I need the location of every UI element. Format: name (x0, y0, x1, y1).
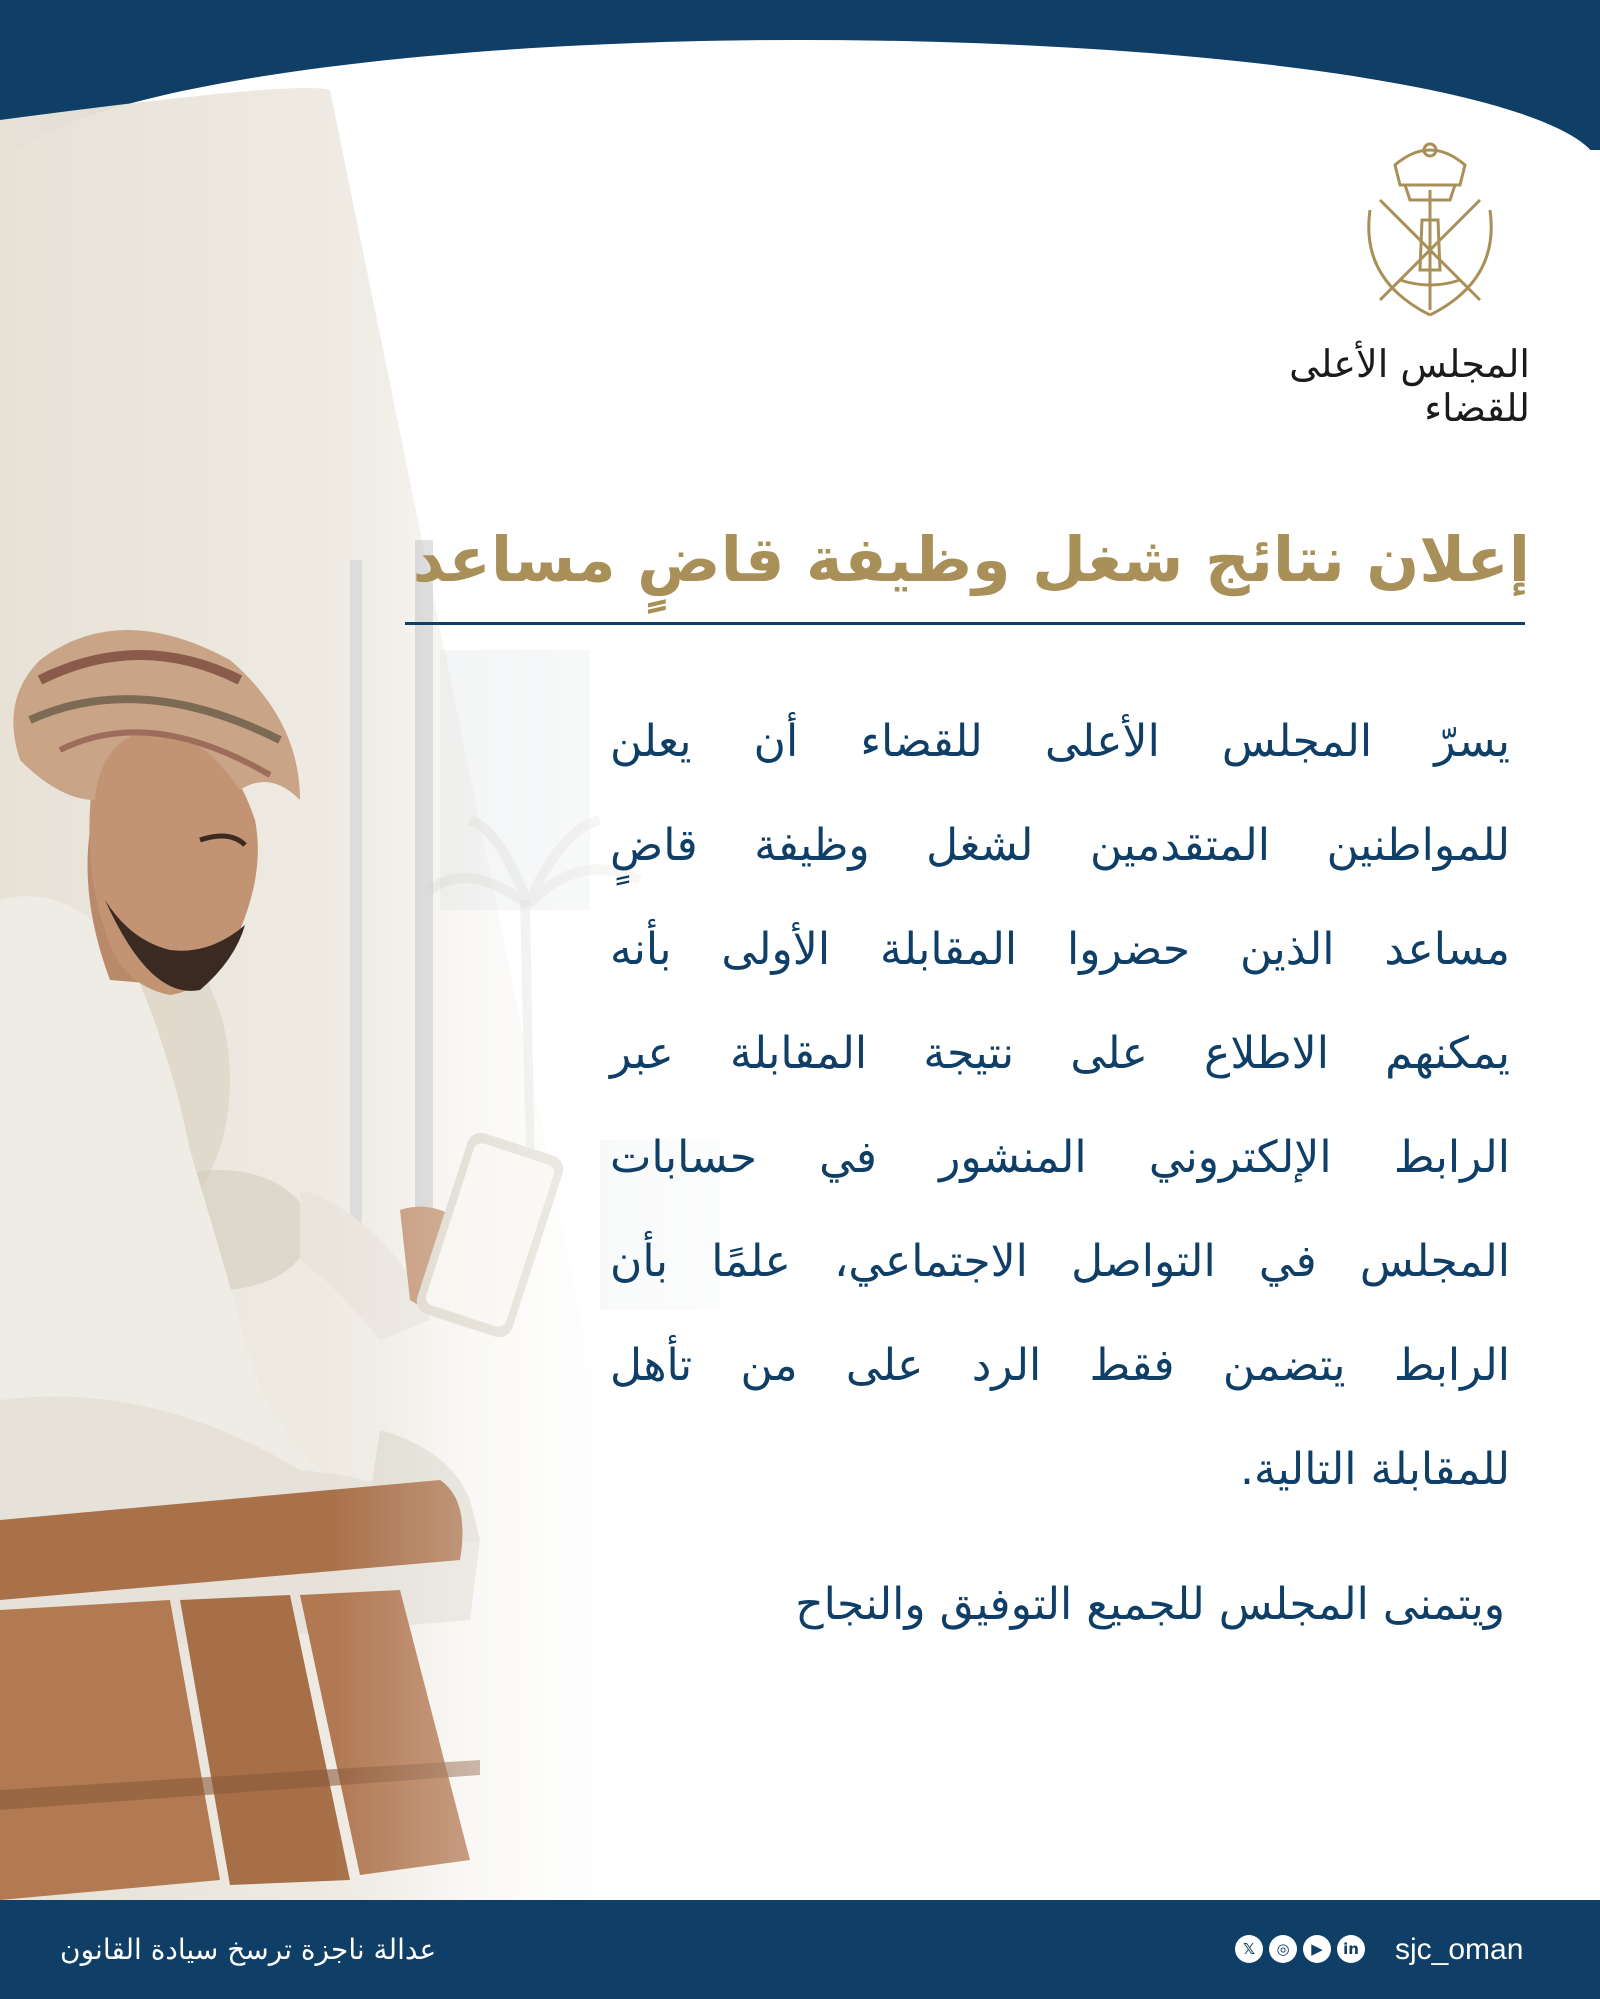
title-divider (405, 622, 1525, 625)
footer-tagline: عدالة ناجزة ترسخ سيادة القانون (60, 1933, 437, 1966)
x-icon[interactable]: 𝕏 (1235, 1935, 1263, 1963)
national-emblem (1340, 130, 1520, 330)
body-line: للمقابلة التالية. (1239, 1444, 1510, 1495)
announcement-title: إعلان نتائج شغل وظيفة قاضٍ مساعد (412, 523, 1530, 596)
instagram-icon[interactable]: ◎ (1269, 1935, 1297, 1963)
announcement-body (610, 690, 1510, 1522)
social-handle[interactable]: sjc_oman (1395, 1933, 1524, 1966)
body-line: المجلس في التواصل الاجتماعي، علمًا بأن (610, 1236, 1510, 1287)
body-line: الرابط يتضمن فقط الرد على من تأهل (610, 1340, 1510, 1391)
social-links (1235, 1935, 1365, 1965)
linkedin-icon[interactable]: in (1337, 1935, 1365, 1963)
body-line: الرابط الإلكتروني المنشور في حسابات (610, 1132, 1510, 1183)
footer-bar (0, 1900, 1600, 1999)
body-line: يسرّ المجلس الأعلى للقضاء أن يعلن (610, 716, 1510, 767)
body-line: مساعد الذين حضروا المقابلة الأولى بأنه (610, 924, 1510, 975)
body-line: للمواطنين المتقدمين لشغل وظيفة قاضٍ (610, 820, 1510, 871)
youtube-icon[interactable]: ▶ (1303, 1935, 1331, 1963)
closing-wishes: ويتمنى المجلس للجميع التوفيق والنجاح (795, 1579, 1505, 1630)
council-name: المجلس الأعلى للقضاء (1289, 342, 1530, 430)
body-line: يمكنهم الاطلاع على نتيجة المقابلة عبر (610, 1028, 1510, 1079)
